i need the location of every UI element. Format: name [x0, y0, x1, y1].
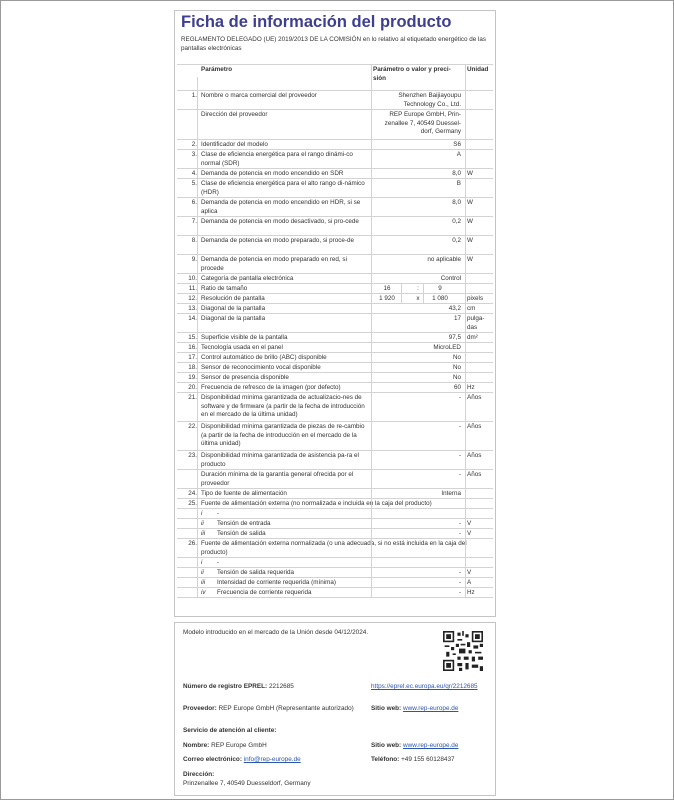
table-row	[177, 469, 493, 488]
table-row	[177, 342, 493, 352]
table-row	[177, 372, 493, 382]
row-value: -	[458, 569, 461, 576]
row-number: iii	[201, 579, 206, 586]
row-value: B	[456, 180, 461, 187]
row-parameter: Tensión de entrada	[217, 520, 271, 527]
address-label-line	[183, 771, 214, 780]
row-number: 24.	[188, 490, 197, 497]
row-parameter: Tecnología usada en el panel	[201, 344, 283, 351]
table-row	[177, 178, 493, 197]
row-value: MicroLED	[433, 344, 461, 351]
row-number: 16.	[188, 344, 197, 351]
resolution-b: 1 080	[432, 295, 448, 302]
row-parameter: Dirección del proveedor	[201, 111, 268, 118]
table-row	[177, 518, 493, 528]
table-row	[177, 488, 493, 498]
row-parameter: Demanda de potencia en modo encendido en HDR, si se aplica	[201, 199, 361, 215]
row-number: 18.	[188, 364, 197, 371]
table-bottom-border	[177, 597, 493, 598]
row-value: S6	[453, 141, 461, 148]
address-value: Prinzenallee 7, 40549 Duesseldorf, Germany	[183, 780, 311, 787]
row-number: iii	[201, 530, 206, 537]
eprel-label: Número de registro EPREL:	[183, 683, 268, 690]
column-divider	[371, 64, 372, 597]
table-row	[177, 577, 493, 587]
table-row	[177, 313, 493, 332]
name-value: REP Europe GmbH	[211, 742, 267, 749]
row-unit: V	[467, 520, 472, 527]
cell-divider	[401, 294, 402, 303]
row-unit: Años	[467, 452, 482, 459]
row-parameter: Clase de eficiencia energética para el alto rango di-námico (HDR)	[201, 180, 365, 196]
row-unit: Años	[467, 394, 482, 401]
phone-label: Teléfono:	[371, 756, 400, 763]
provider-value: REP Europe GmbH (Representante autorizado)	[218, 705, 354, 712]
table-row	[177, 382, 493, 392]
table-row	[177, 90, 493, 109]
table-row	[177, 557, 493, 567]
row-value: Interna	[441, 490, 461, 497]
row-number: 14.	[188, 315, 197, 322]
table-row	[177, 567, 493, 577]
table-row	[177, 450, 493, 469]
regulation-text	[181, 36, 493, 53]
row-number: 9.	[191, 256, 197, 263]
row-number: 12.	[188, 295, 197, 302]
row-number: 6.	[191, 199, 197, 206]
site-label: Sitio web:	[371, 705, 402, 712]
resolution-a: 1 920	[379, 295, 395, 302]
row-unit: W	[467, 237, 473, 244]
ratio-sep: :	[417, 285, 419, 292]
row-value: 0,2	[452, 218, 461, 225]
email-label: Correo electrónico:	[183, 756, 242, 763]
table-row	[177, 498, 493, 508]
table-row	[177, 197, 493, 216]
eprel-value: 2212685	[268, 683, 294, 690]
ratio-b: 9	[438, 285, 442, 292]
service-heading	[183, 727, 276, 736]
row-parameter: Demanda de potencia en modo preparado, si proce-de	[201, 237, 354, 244]
row-number: 22.	[188, 423, 197, 430]
cell-divider	[423, 294, 424, 303]
row-value: 8,0	[452, 170, 461, 177]
qr-code-icon[interactable]	[443, 631, 483, 671]
row-number: i	[201, 510, 203, 517]
row-parameter: Sensor de presencia disponible	[201, 374, 289, 381]
table-row	[177, 303, 493, 313]
row-parameter: Tensión de salida	[217, 530, 266, 537]
regulation-rest: en lo relativo al etiquetado energético de las pantallas electrónicas	[181, 36, 487, 52]
row-parameter: Fuente de alimentación externa (no normalizada e incluida en la caja del producto)	[201, 500, 432, 507]
row-parameter: Resolución de pantalla	[201, 295, 265, 302]
table-row	[177, 362, 493, 372]
row-number: 8.	[191, 237, 197, 244]
row-unit: W	[467, 170, 473, 177]
table-row	[177, 352, 493, 362]
row-value: REP Europe GmbH, Prin-zenallee 7, 40549 Duessel-dorf, Germany	[384, 111, 461, 136]
row-value: -	[458, 452, 461, 459]
row-number: iv	[201, 589, 206, 596]
row-value: A	[456, 151, 461, 158]
row-unit: Hz	[467, 384, 475, 391]
table-row	[177, 508, 493, 518]
row-parameter: Demanda de potencia en modo preparado en red, si procede	[201, 256, 347, 272]
row-parameter: Duración mínima de la garantía general ofrecida por el proveedor	[201, 471, 354, 487]
row-unit: W	[467, 218, 473, 225]
row-number: 11.	[188, 285, 197, 292]
table-row	[177, 216, 493, 235]
row-parameter: Frecuencia de corriente requerida	[217, 589, 312, 596]
table-row	[177, 538, 493, 557]
row-parameter: Tensión de salida requerida	[217, 569, 295, 576]
table-row	[177, 273, 493, 283]
row-number: 15.	[188, 334, 197, 341]
row-number: 20.	[188, 384, 197, 391]
row-unit: W	[467, 256, 473, 263]
table-row	[177, 587, 493, 597]
regulation-bold: REGLAMENTO DELEGADO (UE) 2019/2013 DE LA COMISIÓN	[181, 36, 362, 43]
row-unit: dm²	[467, 334, 478, 341]
row-number: 7.	[191, 218, 197, 225]
cell-divider	[401, 284, 402, 293]
table-row	[177, 139, 493, 149]
row-unit: pixels	[467, 295, 484, 302]
service-heading-text: Servicio de atención al cliente:	[183, 727, 277, 734]
table-row	[177, 392, 493, 421]
provider-line	[183, 705, 365, 714]
row-number: 1.	[191, 92, 197, 99]
row-parameter: Demanda de potencia en modo desactivado, si pro-cede	[201, 218, 359, 225]
site2-line	[371, 742, 458, 751]
row-unit: V	[467, 530, 472, 537]
row-unit: V	[467, 569, 472, 576]
row-parameter: -	[217, 510, 220, 517]
site2-link[interactable]: www.rep-europe.de	[402, 742, 459, 749]
address-label: Dirección:	[183, 771, 215, 778]
row-unit: A	[467, 579, 472, 586]
row-number: 23.	[188, 452, 197, 459]
row-value: 0,2	[452, 237, 461, 244]
row-number: 25.	[188, 500, 197, 507]
row-value: 60	[453, 384, 461, 391]
table-row	[177, 254, 493, 273]
row-parameter: Clase de eficiencia energética para el rango dinámi-co normal (SDR)	[201, 151, 353, 167]
row-value: 43,2	[448, 305, 461, 312]
row-parameter: Fuente de alimentación externa normalizada (o una adecuada, si no está incluida en la caja del producto)	[201, 540, 467, 556]
email-line	[183, 756, 301, 765]
row-value: 17	[453, 315, 461, 322]
row-value: 97,5	[448, 334, 461, 341]
row-parameter: Disponibilidad mínima garantizada de piezas de re-cambio (a partir de la fecha de introducción en el mercado de la última unidad)	[201, 423, 365, 448]
table-row	[177, 332, 493, 342]
supplier-info-panel	[174, 622, 496, 796]
row-parameter: Ratio de tamaño	[201, 285, 248, 292]
row-number: ii	[201, 520, 204, 527]
row-number: i	[201, 559, 203, 566]
row-value: -	[458, 589, 461, 596]
row-parameter: Superficie visible de la pantalla	[201, 334, 288, 341]
site-line	[371, 705, 458, 714]
site-link[interactable]: www.rep-europe.de	[402, 705, 459, 712]
row-value: No	[452, 374, 461, 381]
email-link[interactable]: info@rep-europe.de	[243, 756, 301, 763]
row-value: -	[458, 579, 461, 586]
name-line	[183, 742, 267, 751]
row-parameter: Sensor de reconocimiento vocal disponible	[201, 364, 321, 371]
phone-value: +49 155 60128437	[401, 756, 455, 763]
table-row	[177, 168, 493, 178]
row-number: 21.	[188, 394, 197, 401]
row-value: Control	[440, 275, 461, 282]
site2-label: Sitio web:	[371, 742, 402, 749]
row-parameter: Intensidad de corriente requerida (mínima)	[217, 579, 337, 586]
row-value: -	[458, 394, 461, 401]
row-value: -	[458, 471, 461, 478]
row-parameter: Frecuencia de refresco de la imagen (por defecto)	[201, 384, 341, 391]
row-number: 5.	[191, 180, 197, 187]
row-parameter: Tipo de fuente de alimentación	[201, 490, 287, 497]
row-value: No	[452, 364, 461, 371]
row-unit: pulga-das	[467, 315, 485, 331]
row-number: 13.	[188, 305, 197, 312]
row-value: No	[452, 354, 461, 361]
row-parameter: -	[217, 559, 220, 566]
row-number: ii	[201, 569, 204, 576]
header-param: Parámetro	[201, 66, 233, 73]
eprel-link[interactable]: https://eprel.ec.europa.eu/qr/2212685	[371, 683, 478, 690]
product-information-sheet	[174, 10, 496, 617]
table-row	[177, 235, 493, 254]
table-row	[177, 528, 493, 538]
row-parameter: Disponibilidad mínima garantizada de asistencia pa-ra el producto	[201, 452, 359, 468]
column-divider	[197, 77, 198, 597]
row-value: -	[458, 423, 461, 430]
page-title: Ficha de información del producto	[181, 13, 452, 31]
row-parameter: Nombre o marca comercial del proveedor	[201, 92, 317, 99]
row-number: 3.	[191, 151, 197, 158]
row-parameter: Diagonal de la pantalla	[201, 315, 266, 322]
row-number: 19.	[188, 374, 197, 381]
row-number: 4.	[191, 170, 197, 177]
row-number: 2.	[191, 141, 197, 148]
row-parameter: Control automático de brillo (ABC) disponible	[201, 354, 327, 361]
table-row	[177, 421, 493, 450]
name-label: Nombre:	[183, 742, 210, 749]
table-row	[177, 149, 493, 168]
ratio-a: 16	[383, 285, 391, 292]
eprel-line	[183, 683, 294, 692]
phone-line	[371, 756, 455, 765]
row-parameter: Identificador del modelo	[201, 141, 268, 148]
row-parameter: Demanda de potencia en modo encendido en SDR	[201, 170, 344, 177]
market-intro-text: Modelo introducido en el mercado de la Unión desde 04/12/2024.	[183, 629, 369, 636]
resolution-sep: x	[416, 295, 420, 302]
row-value: -	[458, 530, 461, 537]
table-row	[177, 109, 493, 139]
row-value: 8,0	[452, 199, 461, 206]
row-value: no aplicable	[427, 256, 461, 263]
provider-label: Proveedor:	[183, 705, 217, 712]
row-parameter: Categoría de pantalla electrónica	[201, 275, 294, 282]
column-divider	[465, 64, 466, 597]
row-unit: W	[467, 199, 473, 206]
table-row	[177, 293, 493, 303]
row-value: Shenzhen Baijiayoupu Technology Co., Ltd.	[398, 92, 461, 108]
row-unit: Hz	[467, 589, 475, 596]
table-header	[177, 64, 493, 90]
cell-divider	[423, 284, 424, 293]
header-unit: Unidad	[467, 66, 489, 73]
row-value: -	[458, 520, 461, 527]
header-value: Parámetro o valor y preci-sión	[373, 66, 451, 82]
row-parameter: Diagonal de la pantalla	[201, 305, 266, 312]
row-unit: cm	[467, 305, 476, 312]
row-unit: Años	[467, 471, 482, 478]
row-number: 17.	[188, 354, 197, 361]
table-row	[177, 283, 493, 293]
row-parameter: Disponibilidad mínima garantizada de actualizacio-nes de software y de firmware (a partir de la fecha de introducción en el mercado de la última unidad)	[201, 394, 365, 419]
row-number: 26.	[188, 540, 197, 547]
row-unit: Años	[467, 423, 482, 430]
row-number: 10.	[188, 275, 197, 282]
